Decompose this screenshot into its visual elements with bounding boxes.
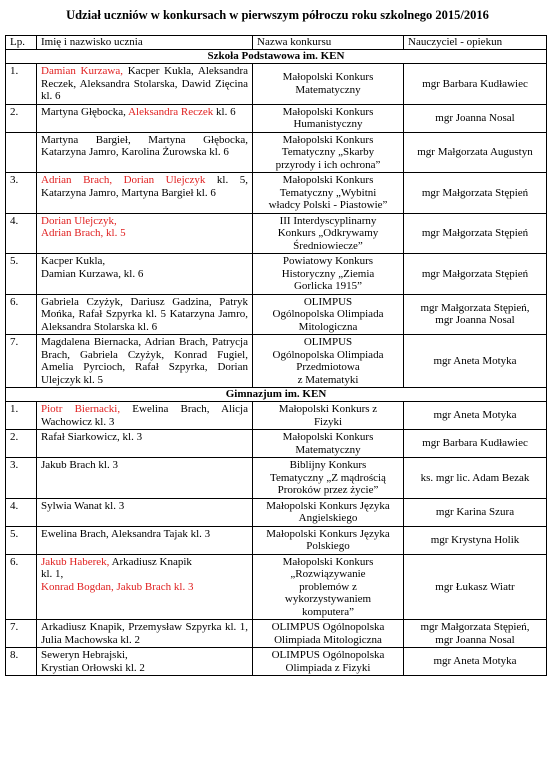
- highlighted-student-text: Jakub Haberek,: [41, 555, 110, 568]
- student-names: [37, 213, 253, 254]
- student-names-line: [41, 255, 248, 268]
- table-row: [6, 554, 547, 620]
- row-number: 3.: [6, 458, 37, 499]
- teacher-name: mgr Karina Szura: [404, 498, 547, 526]
- contest-name-line: Polskiego: [306, 540, 350, 552]
- highlighted-student-text: Piotr Biernacki,: [41, 403, 121, 415]
- teacher-name: mgr Aneta Motyka: [404, 648, 547, 676]
- contest-name-line: Proroków przez życie”: [277, 484, 379, 496]
- table-row: [6, 648, 547, 676]
- student-names-line: [41, 528, 248, 541]
- student-text: Martyna Bargieł, Martyna Głębocka, Katarzyna Jamro, Karolina Żurowska kl. 6: [41, 133, 248, 158]
- student-names-line: [41, 500, 248, 513]
- teacher-name: [404, 620, 547, 648]
- student-names: [37, 498, 253, 526]
- contest-name: [253, 498, 404, 526]
- student-names-line: [41, 621, 248, 646]
- contest-name: [253, 254, 404, 295]
- table-row: [6, 173, 547, 214]
- row-number: 5.: [6, 254, 37, 295]
- student-names: [37, 294, 253, 335]
- student-names-line: [41, 662, 248, 675]
- table-body: [6, 50, 547, 676]
- student-text: Magdalena Biernacka, Adrian Brach, Patrycja Brach, Gabriela Czyżyk, Konrad Fugiel, Amelia Pyrcioch, Rafał Szpyrka, Dorian Ulejczyk kl. 5: [41, 336, 248, 386]
- contest-name: [253, 430, 404, 458]
- header-row: [6, 36, 547, 50]
- contest-name-line: Historyczny „Ziemia: [281, 267, 375, 280]
- contest-name: [253, 132, 404, 173]
- header-lp: Lp.: [6, 36, 37, 50]
- student-text: Arkadiusz Knapik: [109, 555, 192, 568]
- student-names: [37, 335, 253, 388]
- teacher-name: mgr Małgorzata Stępień: [404, 254, 547, 295]
- contest-name-line: Małopolski Konkurs Języka: [266, 499, 390, 512]
- teacher-name: mgr Łukasz Wiatr: [404, 554, 547, 620]
- highlighted-student-text: Damian Kurzawa,: [41, 65, 123, 77]
- contest-name-line: Tematyczny „Skarby: [281, 146, 375, 158]
- contest-name: [253, 620, 404, 648]
- table-row: [6, 254, 547, 295]
- student-names: [37, 402, 253, 430]
- contest-name: [253, 104, 404, 132]
- table-row: [6, 104, 547, 132]
- student-names: [37, 648, 253, 676]
- student-names: [37, 132, 253, 173]
- contest-name-line: Przedmiotowa: [296, 361, 360, 373]
- student-names-line: [41, 215, 248, 228]
- contest-name: [253, 335, 404, 388]
- contest-name-line: Małopolski Konkurs: [282, 133, 374, 146]
- student-names: [37, 104, 253, 132]
- table-row: [6, 498, 547, 526]
- contest-name: [253, 173, 404, 214]
- teacher-name-line: mgr Joanna Nosal: [435, 633, 515, 646]
- contest-name: [253, 554, 404, 620]
- document-title: Udział uczniów w konkursach w pierwszym półroczu roku szkolnego 2015/2016: [66, 8, 489, 22]
- row-number: [6, 132, 37, 173]
- contest-name-line: komputera”: [302, 605, 354, 618]
- student-text: Damian Kurzawa, kl. 6: [41, 267, 144, 280]
- contest-name: [253, 64, 404, 105]
- table-row: [6, 335, 547, 388]
- student-text: Jakub Brach kl. 3: [41, 459, 118, 471]
- student-names: [37, 430, 253, 458]
- table-row: [6, 526, 547, 554]
- table-row: [6, 64, 547, 105]
- contest-name-line: problemów z: [299, 580, 357, 593]
- contest-name: [253, 402, 404, 430]
- student-names-line: [41, 649, 248, 662]
- contest-name-line: Tematyczny „Wybitni: [279, 186, 377, 199]
- teacher-name: mgr Aneta Motyka: [404, 402, 547, 430]
- contest-name-line: Biblijny Konkurs: [289, 459, 367, 471]
- section-row: [6, 388, 547, 402]
- student-names: [37, 554, 253, 620]
- student-names-line: [41, 336, 248, 386]
- contest-name-line: Olimpiada Mitologiczna: [274, 633, 382, 646]
- contest-name-line: Ogólnopolska Olimpiada: [272, 348, 384, 361]
- student-text: kl. 5, Katarzyna Jamro, Martyna Bargieł kl. 6: [41, 174, 248, 199]
- contest-name-line: Angielskiego: [298, 512, 358, 524]
- header-contest: Nazwa konkursu: [253, 36, 404, 50]
- contest-name-line: Humanistyczny: [293, 118, 363, 130]
- student-text: Krystian Orłowski kl. 2: [41, 661, 145, 674]
- table-row: [6, 213, 547, 254]
- contest-name-line: Małopolski Konkurs z: [278, 403, 378, 415]
- student-text: Arkadiusz Knapik, Przemysław Szpyrka kl. 1, Julia Machowska kl. 2: [41, 621, 248, 646]
- section-title: Szkoła Podstawowa im. KEN: [6, 50, 547, 64]
- contest-name-line: Małopolski Konkurs: [282, 71, 374, 84]
- student-names-line: [41, 459, 248, 472]
- contests-table: [5, 35, 547, 676]
- section-row: [6, 50, 547, 64]
- contest-name-line: Konkurs „Odkrywamy: [277, 227, 379, 239]
- student-names-line: [41, 296, 248, 334]
- student-names: [37, 458, 253, 499]
- contest-name-line: Matematyczny: [295, 83, 361, 96]
- contest-name-line: Olimpiada z Fizyki: [285, 661, 371, 674]
- contest-name-line: OLIMPUS Ogólnopolska: [271, 621, 385, 633]
- contest-name-line: Mitologiczna: [298, 320, 358, 333]
- student-text: kl. 1,: [41, 568, 64, 580]
- row-number: 7.: [6, 335, 37, 388]
- table-row: [6, 620, 547, 648]
- student-names-line: [41, 568, 248, 581]
- student-names: [37, 526, 253, 554]
- teacher-name: mgr Barbara Kudławiec: [404, 430, 547, 458]
- row-number: 8.: [6, 648, 37, 676]
- contest-name-line: Małopolski Konkurs: [282, 105, 374, 118]
- table-row: [6, 402, 547, 430]
- student-names: [37, 64, 253, 105]
- contest-name-line: Gorlicka 1915”: [293, 280, 363, 292]
- highlighted-student-text: Dorian Ulejczyk,: [41, 214, 117, 227]
- student-text: Kacper Kukla,: [41, 255, 106, 267]
- contest-name: [253, 213, 404, 254]
- contest-name-line: III Interdyscyplinarny: [279, 214, 377, 227]
- table-row: [6, 294, 547, 335]
- teacher-name: [404, 294, 547, 335]
- section-title: Gimnazjum im. KEN: [6, 388, 547, 402]
- row-number: 6.: [6, 554, 37, 620]
- student-names-line: [41, 556, 248, 569]
- contest-name-line: OLIMPUS: [303, 336, 353, 348]
- teacher-name: mgr Małgorzata Stępień: [404, 213, 547, 254]
- contest-name: [253, 458, 404, 499]
- contest-name-line: „Rozwiązywanie: [290, 568, 366, 580]
- row-number: 5.: [6, 526, 37, 554]
- student-text: Rafał Siarkowicz, kl. 3: [41, 431, 143, 443]
- contest-name: [253, 648, 404, 676]
- teacher-name-line: mgr Małgorzata Stępień,: [420, 621, 530, 633]
- student-text: kl. 6: [213, 105, 236, 118]
- row-number: 4.: [6, 498, 37, 526]
- teacher-name: mgr Małgorzata Augustyn: [404, 132, 547, 173]
- row-number: 2.: [6, 104, 37, 132]
- contest-name-line: Średniowiecze”: [293, 239, 363, 252]
- contest-name-line: Tematyczny „Z mądrością: [270, 471, 386, 484]
- teacher-name: mgr Aneta Motyka: [404, 335, 547, 388]
- teacher-name-line: mgr Joanna Nosal: [435, 314, 515, 327]
- student-names-line: [41, 403, 248, 428]
- table-row: [6, 430, 547, 458]
- contest-name: [253, 294, 404, 335]
- contest-name-line: Fizyki: [313, 415, 343, 428]
- teacher-name: mgr Barbara Kudławiec: [404, 64, 547, 105]
- student-names: [37, 254, 253, 295]
- contest-name-line: Powiatowy Konkurs: [282, 255, 374, 267]
- contest-name: [253, 526, 404, 554]
- contest-name-line: Ogólnopolska Olimpiada: [272, 308, 384, 320]
- contest-name-line: OLIMPUS Ogólnopolska: [271, 649, 385, 661]
- table-row: [6, 458, 547, 499]
- student-text: Gabriela Czyżyk, Dariusz Gadzina, Patryk Mońka, Rafał Szpyrka kl. 5 Katarzyna Jamro, Aleksandra Stolarska kl. 6: [41, 295, 248, 333]
- student-names-line: [41, 106, 248, 119]
- contest-name-line: Małopolski Konkurs: [282, 174, 374, 186]
- teacher-name: ks. mgr lic. Adam Bezak: [404, 458, 547, 499]
- contest-name-line: Małopolski Konkurs: [282, 431, 374, 443]
- contest-name-line: władcy Polski - Piastowie”: [268, 199, 388, 211]
- row-number: 3.: [6, 173, 37, 214]
- student-text: Martyna Głębocka,: [41, 105, 129, 118]
- student-text: Kacper Kukla, Aleksandra Reczek, Aleksandra Stolarska, Dawid Zięcina kl. 6: [41, 65, 248, 102]
- row-number: 4.: [6, 213, 37, 254]
- row-number: 2.: [6, 430, 37, 458]
- highlighted-student-text: Konrad Bogdan, Jakub Brach kl. 3: [41, 580, 194, 593]
- contest-name-line: z Matematyki: [297, 373, 359, 386]
- header-teacher: Nauczyciel - opiekun: [404, 36, 547, 50]
- contest-name-line: OLIMPUS: [303, 295, 353, 308]
- contest-name-line: przyrody i ich ochrona”: [275, 158, 381, 171]
- student-names-line: [41, 268, 248, 281]
- student-names-line: [41, 174, 248, 199]
- row-number: 6.: [6, 294, 37, 335]
- teacher-name: mgr Małgorzata Stępień: [404, 173, 547, 214]
- highlighted-student-text: Adrian Brach, Dorian Ulejczyk: [41, 174, 206, 186]
- student-names: [37, 620, 253, 648]
- contest-name-line: Małopolski Konkurs Języka: [266, 527, 390, 540]
- row-number: 1.: [6, 402, 37, 430]
- contest-name-line: Małopolski Konkurs: [282, 555, 374, 568]
- student-names-line: [41, 134, 248, 159]
- student-text: Sylwia Wanat kl. 3: [41, 499, 125, 512]
- contest-name-line: Matematyczny: [295, 443, 361, 456]
- highlighted-student-text: Adrian Brach, kl. 5: [41, 227, 126, 239]
- student-names-line: [41, 65, 248, 103]
- student-text: Ewelina Brach, Alicja Wachowicz kl. 3: [41, 403, 248, 428]
- student-names-line: [41, 581, 248, 594]
- student-text: Ewelina Brach, Aleksandra Tajak kl. 3: [41, 527, 211, 540]
- student-names-line: [41, 227, 248, 240]
- table-row: [6, 132, 547, 173]
- teacher-name: mgr Joanna Nosal: [404, 104, 547, 132]
- highlighted-student-text: Aleksandra Reczek: [128, 105, 214, 118]
- contest-name-line: wykorzystywaniem: [284, 593, 372, 605]
- student-names-line: [41, 431, 248, 444]
- row-number: 1.: [6, 64, 37, 105]
- header-name: Imię i nazwisko ucznia: [37, 36, 253, 50]
- teacher-name-line: mgr Małgorzata Stępień,: [420, 301, 530, 314]
- teacher-name: mgr Krystyna Holik: [404, 526, 547, 554]
- student-text: Seweryn Hebrajski,: [41, 649, 128, 661]
- student-names: [37, 173, 253, 214]
- row-number: 7.: [6, 620, 37, 648]
